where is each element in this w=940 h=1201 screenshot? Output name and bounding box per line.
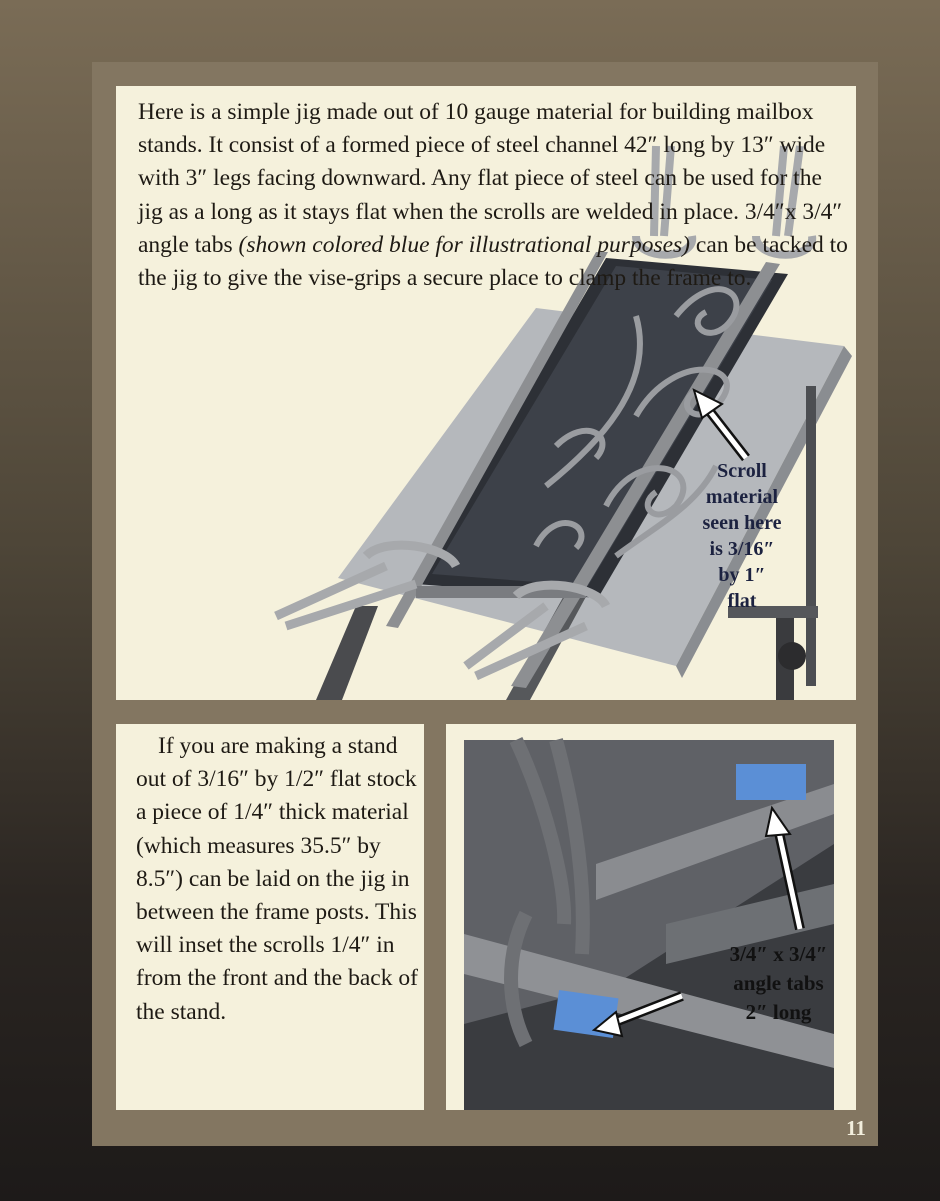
angle-tab-callout: 3/4″ x 3/4″ angle tabs 2″ long [729, 942, 828, 1024]
angle-tab-blue [736, 764, 806, 800]
scroll-material-callout: Scroll material seen here is 3/16″ by 1″ flat [702, 460, 782, 612]
top-description-part-3: can be tacked to the jig to give the vise-grips a secure place to clamp the frame to. [138, 231, 848, 292]
top-description-italic: (shown colored blue for illustrational purposes) [238, 231, 691, 258]
page-number: 11 [846, 1116, 866, 1140]
angle-tab-photo [446, 724, 856, 1110]
top-description-part-1: Here is a simple jig made out of 10 gauge material for building mailbox stands. It consist of a formed piece of steel channel 42″ long by 13″ wide with 3″ legs facing downward. Any flat piece of steel can be used for the jig as a long as it stays flat when the scrolls are welded in place. 3/4″x 3/4″ angle tabs [138, 99, 843, 258]
top-panel [116, 86, 856, 700]
inset-instructions-text: If you are making a stand out of 3/16″ by 1/2″ flat stock a piece of 1/4″ thick material (which measures 35.5″ by 8.5″) can be laid on the jig in between the frame posts. This will inset the scrolls 1/4″ in from the front and the back of the stand. [136, 733, 418, 1025]
bottom-right-panel [446, 724, 856, 1110]
top-description [138, 96, 848, 295]
bottom-left-panel [116, 724, 424, 1110]
